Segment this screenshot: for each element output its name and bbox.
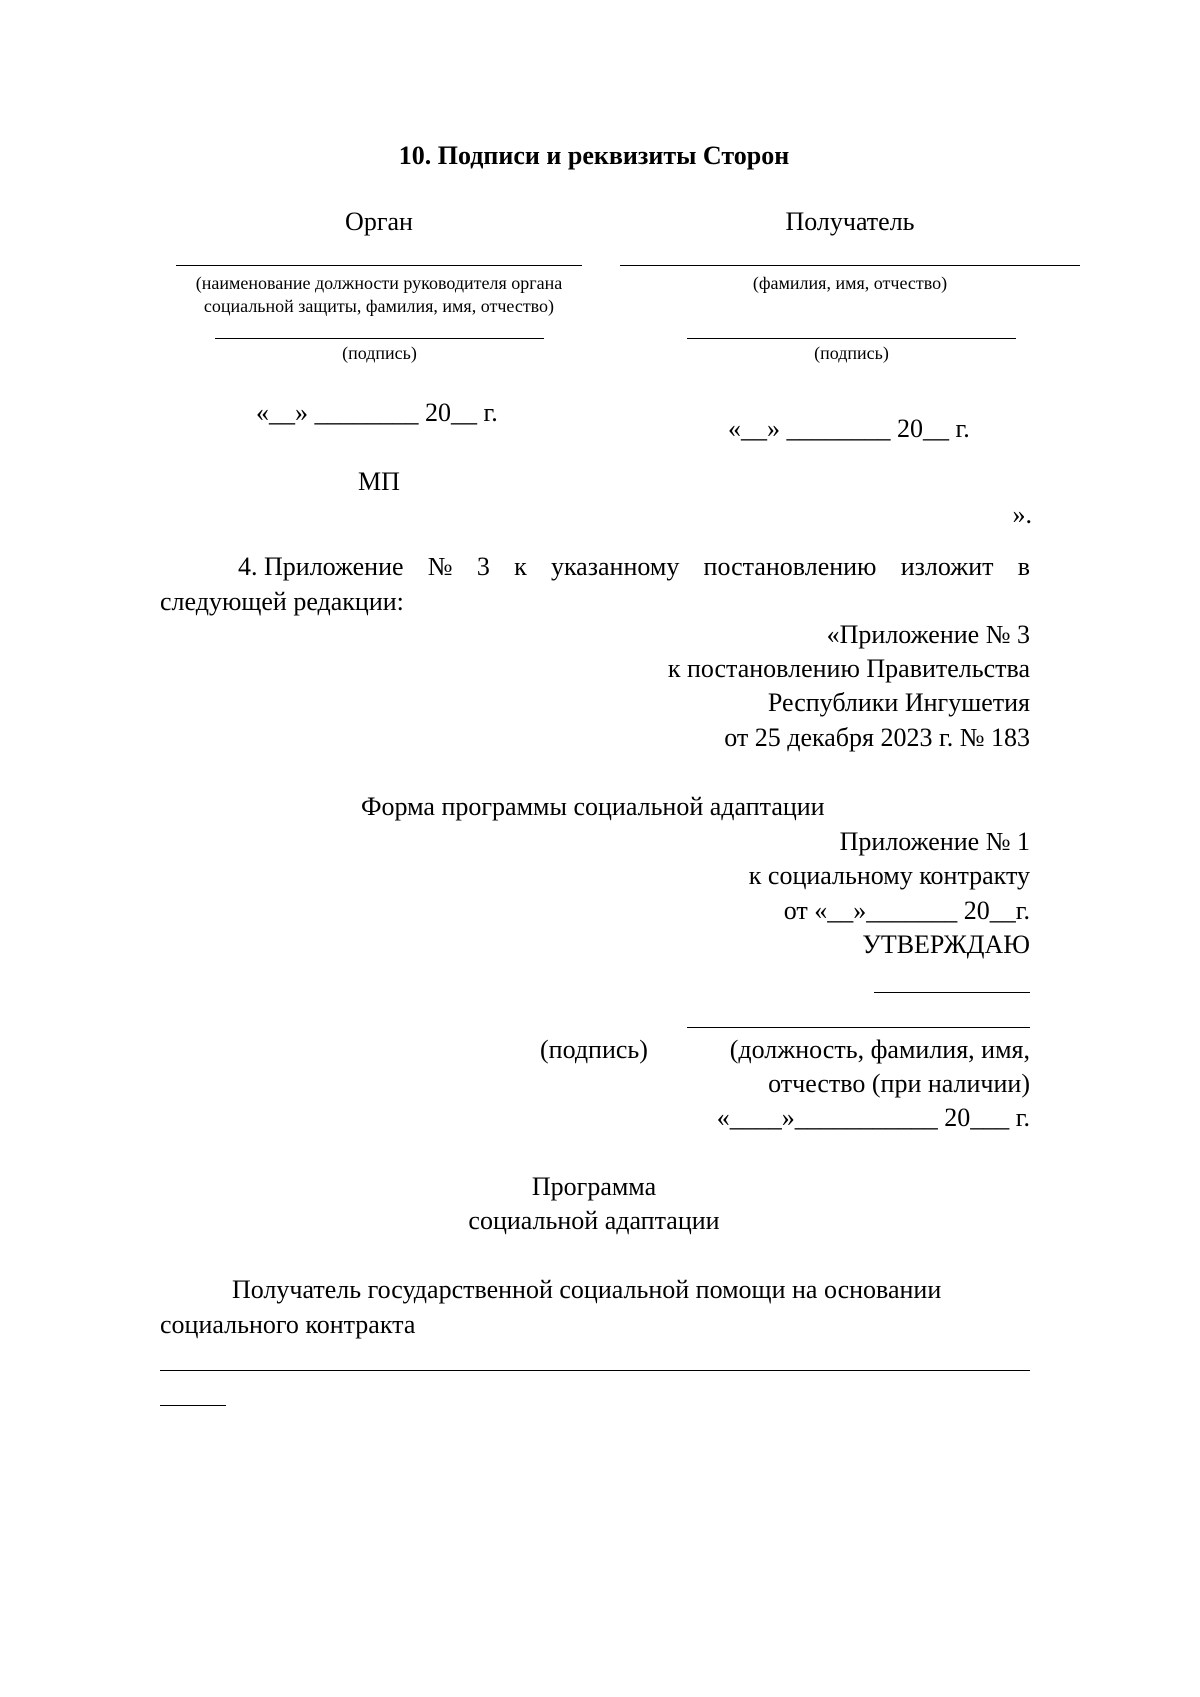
paragraph-4-word: указанному: [550, 552, 680, 581]
appendix-line2: к постановлению Правительства: [667, 654, 1030, 683]
approval-signature-label: (подпись): [540, 1035, 648, 1064]
appendix-line1: «Приложение № 3: [826, 620, 1030, 649]
right-date: «__» ________ 20__ г.: [728, 414, 970, 443]
approval-position-line2: отчество (при наличии): [768, 1069, 1030, 1098]
left-caption-line1: (наименование должности руководителя органа: [195, 273, 563, 293]
appendix-line4: от 25 декабря 2023 г. № 183: [724, 723, 1030, 752]
program-fill-line-short: [160, 1405, 226, 1406]
approval-long-line: [687, 1027, 1030, 1028]
right-signature-caption: (подпись): [814, 343, 889, 363]
paragraph-4-word: в: [1017, 552, 1030, 581]
appendix-line3: Республики Ингушетия: [767, 688, 1030, 717]
paragraph-4-word: изложит: [900, 552, 994, 581]
left-signature-caption: (подпись): [342, 343, 417, 363]
paragraph-4-line1: [238, 550, 1030, 584]
contract-appendix-date: от «__»_______ 20__г.: [783, 896, 1030, 925]
approval-position-line1: (должность, фамилия, имя,: [729, 1035, 1030, 1064]
form-title: Форма программы социальной адаптации: [361, 792, 825, 821]
program-fill-line: [160, 1370, 1030, 1371]
stamp-label: МП: [358, 467, 400, 496]
right-caption: (фамилия, имя, отчество): [752, 273, 948, 293]
contract-appendix-line2: к социальному контракту: [748, 861, 1030, 890]
paragraph-4-line2: следующей редакции:: [160, 587, 404, 616]
closing-quote: ».: [1012, 500, 1032, 529]
right-name-line: [620, 265, 1080, 266]
program-text-line1: Получатель государственной социальной помощи на основании: [232, 1275, 942, 1304]
right-heading: Получатель: [785, 207, 915, 236]
section-title: 10. Подписи и реквизиты Сторон: [398, 141, 790, 170]
left-heading: Орган: [345, 207, 413, 236]
left-name-line: [176, 265, 582, 266]
paragraph-4-word: 4. Приложение: [238, 552, 404, 581]
approval-short-line: [874, 992, 1030, 993]
left-caption-line2: социальной защиты, фамилия, имя, отчество): [203, 296, 555, 316]
program-title-line2: социальной адаптации: [468, 1206, 720, 1235]
approval-date: «____»___________ 20___ г.: [716, 1103, 1030, 1132]
paragraph-4-word: 3: [476, 552, 490, 581]
paragraph-4-word: №: [427, 552, 453, 581]
paragraph-4-word: к: [514, 552, 527, 581]
left-date: «__» ________ 20__ г.: [256, 398, 498, 427]
left-signature-line: [215, 338, 544, 339]
contract-appendix-line1: Приложение № 1: [839, 827, 1030, 856]
paragraph-4-word: постановлению: [703, 552, 877, 581]
program-text-line2: социального контракта: [160, 1310, 416, 1339]
approve-label: УТВЕРЖДАЮ: [862, 930, 1030, 959]
program-title-line1: Программа: [531, 1172, 657, 1201]
right-signature-line: [687, 338, 1016, 339]
